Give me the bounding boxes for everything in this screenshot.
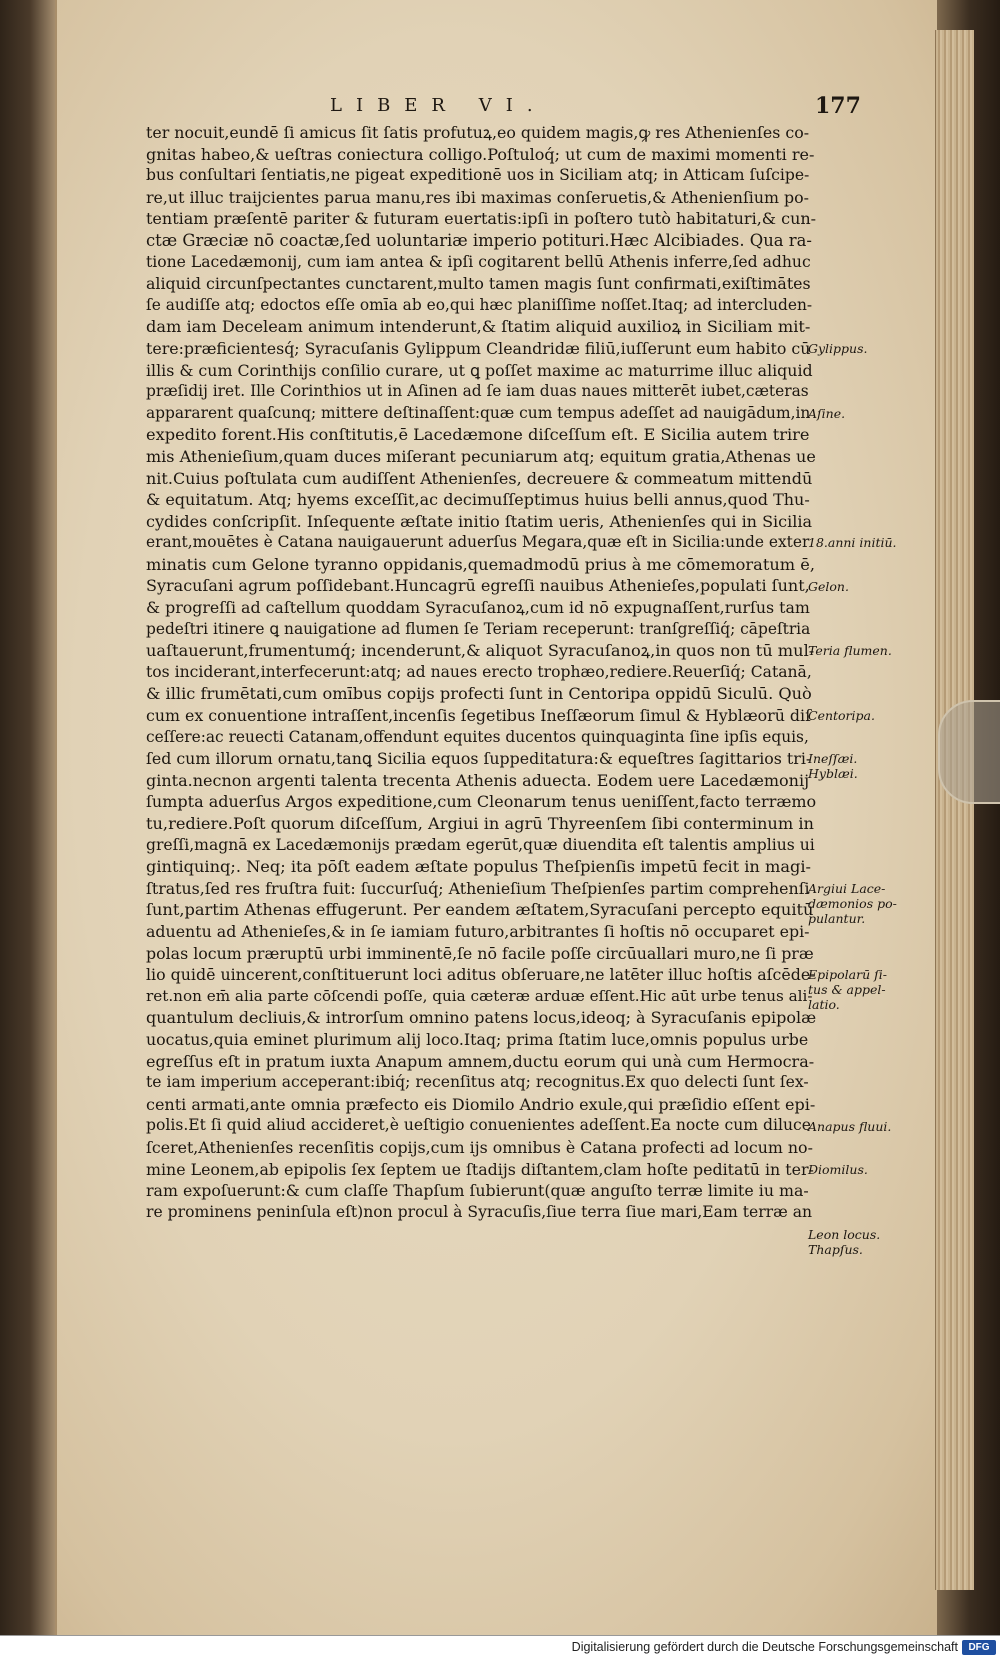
margin-note: Centoripa. bbox=[808, 708, 875, 724]
text-line: uocatus,quia eminet plurimum alij loco.Itaq; prima ſtatim luce,omnis populus urbe bbox=[146, 1029, 809, 1049]
text-line: ctæ Græciæ nō coactæ,ſed uoluntariæ imperio potituri.Hæc Alcibiades. Qua ra- bbox=[146, 230, 812, 250]
text-line: gnitas habeo,& ueſtras coniectura colligo.Poſtuloq́; ut cum de maximi momenti re- bbox=[146, 144, 815, 164]
text-line: mine Leonem,ab epipolis ſex ſeptem ue ſtadijs diſtantem,clam hoſte peditatū in ter- bbox=[146, 1159, 814, 1179]
text-line: tere:præficientesq́; Syracuſanis Gylippum Cleandridæ filiū,iuſſerunt eum habito cū bbox=[146, 338, 811, 358]
margin-note: Gylippus. bbox=[808, 341, 868, 356]
text-line: polis.Et ſi quid aliud accideret,è ueſtigio conuenientes adeſſent.Ea nocte cum diluce bbox=[146, 1116, 811, 1135]
page-number: 177 bbox=[815, 93, 861, 119]
text-line: ſed cum illorum ornatu,tanꝗ Sicilia equos ſuppeditatura:& equeſtres ſagittarios tri- bbox=[146, 749, 812, 769]
text-line: ſceret,Athenienſes recenſitis copijs,cum ijs omnibus è Catana profecti ad locum no- bbox=[146, 1137, 813, 1157]
text-line: & equitatum. Atq; hyems exceſſit,ac decimuſſeptimus huius belli annus,quod Thu- bbox=[146, 490, 810, 510]
book-clip bbox=[938, 700, 1000, 804]
margin-note: Aſine. bbox=[808, 405, 846, 421]
text-line: præſidij iret. Ille Corinthios ut in Aſinen ad ſe iam duas naues mitterēt iubet,cæteras bbox=[146, 382, 809, 401]
text-line: ſumpta aduerſus Argos expeditione,cum Cleonarum tenus ueniſſent,facto terræmo bbox=[146, 792, 816, 812]
text-line: minatis cum Gelone tyranno oppidanis,quemadmodū prius à me cōmemoratum ē, bbox=[146, 554, 815, 574]
footer-credit: Digitalisierung gefördert durch die Deutsche Forschungsgemeinschaft bbox=[571, 1640, 958, 1654]
text-line: bus conſultari ſentiatis,ne pigeat expeditionē uos in Siciliam atq; in Atticam ſuſcipe- bbox=[146, 166, 810, 185]
text-line: nit.Cuius poſtulata cum audiſſent Athenienſes, decreuere & commeatum mittendū bbox=[146, 468, 813, 488]
text-line: dam iam Deceleam animum intenderunt,& ſtatim aliquid auxilioꝝ in Siciliam mit- bbox=[146, 317, 811, 337]
margin-note: Argiui Lace- dæmonios po- pulantur. bbox=[808, 881, 897, 926]
text-line: ram expoſuerunt:& cum claſſe Thapſum ſubierunt(quæ anguſto terræ limite iu ma- bbox=[146, 1181, 809, 1201]
page-edge-stack bbox=[935, 30, 974, 1590]
text-line: greſſi,magnā ex Lacedæmonijs prædam egerūt,quæ diuendita eſt talentis amplius ui bbox=[146, 835, 815, 854]
text-line: polas locum præruptū urbi imminentē,ſe nō facile poſſe circūuallari muro,ne ſi præ bbox=[146, 943, 814, 963]
text-line: ret.non em̄ alia parte cōſcendi poſſe, quia cæteræ arduæ eſſent.Hic aūt urbe tenus ali- bbox=[146, 986, 813, 1005]
text-line: re,ut illuc traijcientes parua manu,res ibi maximas conſeruetis,& Athenienſium po- bbox=[146, 187, 809, 207]
body-text bbox=[146, 122, 816, 1223]
text-line: appararent quaſcunq; mittere deſtinaſſent:quæ cum tempus adeſſet ad nauigādum,in bbox=[146, 403, 811, 422]
text-line: ſe audiſſe atq; edoctos eſſe omīa ab eo,qui hæc planiſſime noſſet.Itaq; ad intercluden- bbox=[146, 295, 813, 314]
margin-note: Epipolarū ſi- tus & appel- latio. bbox=[808, 967, 887, 1013]
dfg-logo: DFG bbox=[962, 1640, 996, 1655]
text-line: Syracuſani agrum poſſidebant.Huncagrū egreſſi nauibus Athenieſes,populati ſunt, bbox=[146, 576, 810, 596]
margin-note: Gelon. bbox=[808, 578, 849, 594]
text-line: egreſſus eſt in pratum iuxta Anapum amnem,ductu eorum qui unà cum Hermocra- bbox=[146, 1051, 815, 1071]
text-line: lio quidē uincerent,conſtituerunt loci aditus obſeruare,ne latēter illuc hoſtis aſcēde- bbox=[146, 965, 816, 985]
text-line: re prominens peninſula eſt)non procul à Syracuſis,ſiue terra ſiue mari,Eam terræ an bbox=[146, 1202, 813, 1221]
text-line: pedeſtri itinere ꝗ nauigatione ad flumen ſe Teriam receperunt: tranſgreſſiq́; cāpeſtria bbox=[146, 619, 811, 638]
margin-note: Teria flumen. bbox=[808, 643, 892, 659]
margin-note: 18.anni initiū. bbox=[808, 535, 897, 551]
text-line: aliquid circunſpectantes cunctarent,multo tamen magis ſunt confirmati,exiſtimātes bbox=[146, 274, 811, 294]
margin-note: Diomilus. bbox=[808, 1161, 868, 1177]
text-line: illis & cum Corinthijs conſilio curare, ut ꝗ poſſet maxime ac maturrime illuc aliquid bbox=[146, 360, 813, 380]
text-line: tentiam præſentē pariter & futuram euertatis:ipſi in poſtero tutò habitaturi,& cun- bbox=[146, 209, 816, 229]
text-line: uaſtauerunt,frumentumq́; incenderunt,& aliquot Syracuſanoꝝ,in quos non tū mul- bbox=[146, 641, 815, 661]
margin-note: Leon locus. Thapſus. bbox=[808, 1226, 881, 1257]
text-line: ſtratus,ſed res fruſtra fuit: ſuccurſuq́; Athenieſium Theſpienſes partim comprehenſi bbox=[146, 878, 810, 898]
text-line: ceſſere:ac reuecti Catanam,offendunt equites ducentos quinquaginta ſine ipſis equis, bbox=[146, 727, 809, 746]
text-line: ginta.necnon argenti talenta trecenta Athenis aduecta. Eodem uere Lacedæmonij bbox=[146, 770, 810, 790]
running-head: LIBER VI. bbox=[330, 95, 547, 116]
text-line: erant,mouētes è Catana nauigauerunt aduerſus Megara,quæ eſt in Sicilia:unde exter bbox=[146, 533, 810, 552]
text-line: cum ex conuentione intraſſent,incenſis ſegetibus Ineſſæorum ſimul & Hyblæorū diſ bbox=[146, 706, 811, 726]
margin-note: Ineſſæi. Hyblæi. bbox=[808, 751, 858, 782]
text-line: centi armati,ante omnia præfecto eis Diomilo Andrio exule,qui præſidio eſſent epi- bbox=[146, 1094, 816, 1114]
text-line: cydides conſcripſit. Inſequente æſtate initio ſtatim ueris, Athenienſes qui in Sicilia bbox=[146, 511, 812, 531]
text-line: gintiquinq;. Neq; ita pōſt eadem æſtate populus Theſpienſis impetū fecit in magi- bbox=[146, 857, 812, 877]
text-line: ter nocuit,eundē ſi amicus ſit ſatis profutuꝝ,eo quidem magis,ꝙ res Athenienſes co- bbox=[146, 123, 810, 142]
text-line: expedito forent.His conſtitutis,ē Lacedæmone diſceſſum eſt. E Sicilia autem trire bbox=[146, 425, 810, 445]
text-line: mis Athenieſium,quam duces miſerant pecuniarum atq; equitum gratia,Athenas ue bbox=[146, 446, 816, 466]
text-line: te iam imperium acceperant:ibiq́; recenſitus atq; recognitus.Ex quo delecti ſunt ſex- bbox=[146, 1073, 809, 1092]
text-line: aduentu ad Athenieſes,& in ſe iamiam futuro,arbitrantes ſi hoſtis nō occuparet epi- bbox=[146, 921, 810, 941]
text-line: & progreſſi ad caſtellum quoddam Syracuſanoꝝ,cum id nō expugnaſſent,rurſus tam bbox=[146, 598, 810, 618]
text-line: tione Lacedæmonij, cum iam antea & ipſi cogitarent bellū Athenis inferre,ſed adhuc bbox=[146, 252, 811, 271]
text-line: ſunt,partim Athenas effugerunt. Per eandem æſtatem,Syracuſani percepto equitū bbox=[146, 900, 814, 920]
text-line: & illic frumētati,cum omībus copijs profecti ſunt in Centoripa oppidū Siculū. Quò bbox=[146, 684, 812, 704]
margin-note: Anapus fluui. bbox=[808, 1118, 892, 1134]
text-line: tu,rediere.Poſt quorum diſceſſum, Argiui in agrū Thyreenſem ſibi conterminum in bbox=[146, 814, 814, 833]
footer-bar bbox=[0, 1635, 1000, 1660]
text-line: quantulum decliuis,& introrſum omnino patens locus,ideoq; à Syracuſanis epipolæ bbox=[146, 1008, 816, 1028]
text-line: tos inciderant,interfecerunt:atq; ad naues erecto trophæo,rediere.Reuerſiq́; Catanā, bbox=[146, 662, 812, 681]
